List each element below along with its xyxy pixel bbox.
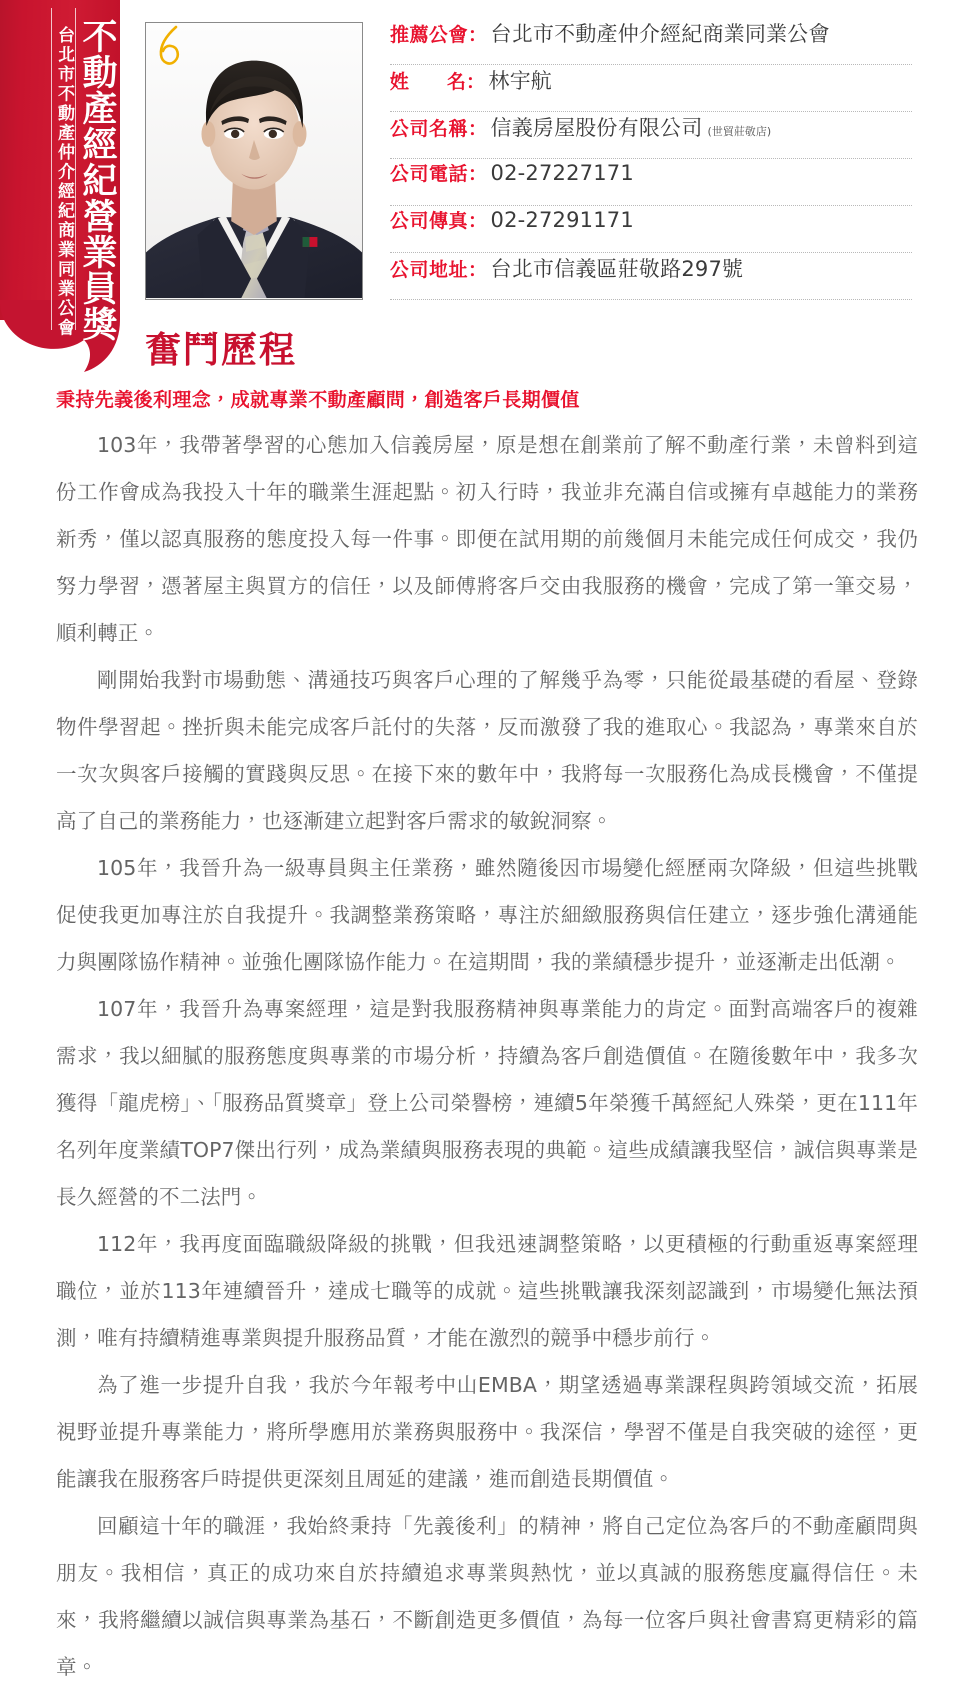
ribbon-association-name: 台北市不動產仲介經紀商業同業公會: [51, 8, 76, 330]
story-paragraph: 103年，我帶著學習的心態加入信義房屋，原是想在創業前了解不動產行業，未曾料到這份工作會成為我投入十年的職業生涯起點。初入行時，我並非充滿自信或擁有卓越能力的業務新秀，僅以認真服務的態度投入每一件事。即便在試用期的前幾個月未能完成任何成交，我仍努力學習，憑著屋主與買方的信任，以及師傅將客戶交由我服務的機會，完成了第一筆交易，順利轉正。: [56, 432, 918, 645]
table-row: [390, 18, 912, 65]
table-row: [390, 159, 912, 206]
table-row: [390, 112, 912, 159]
info-note-branch: (世貿莊敬店): [707, 125, 772, 138]
info-colon: ：: [468, 24, 488, 46]
info-value-name: 林宇航: [488, 69, 553, 93]
info-value-fax: 02-27291171: [490, 208, 634, 232]
page-title: 奮鬥歷程: [145, 330, 298, 371]
info-value-company: 信義房屋股份有限公司: [490, 116, 703, 140]
story-paragraph: 回顧這十年的職涯，我始終秉持「先義後利」的精神，將自己定位為客戶的不動產顧問與朋友。我相信，真正的成功來自於持續追求專業與熱忱，並以真誠的服務態度贏得信任。未來，我將繼續以誠信與專業為基石，不斷創造更多價值，為每一位客戶與社會書寫更精彩的篇章。: [56, 1513, 918, 1679]
info-label-address: 公司地址: [390, 259, 469, 281]
story-paragraph: 剛開始我對市場動態、溝通技巧與客戶心理的了解幾乎為零，只能從最基礎的看屋、登錄物件學習起。挫折與未能完成客戶託付的失落，反而激發了我的進取心。我認為，專業來自於一次次與客戶接觸的實踐與反思。在接下來的數年中，我將每一次服務化為成長機會，不僅提高了自己的業務能力，也逐漸建立起對客戶需求的敏銳洞察。: [56, 667, 918, 833]
ribbon-text-group: [0, 0, 120, 340]
member-info-table: [390, 18, 912, 300]
portrait-photo: [145, 22, 363, 300]
info-colon: ：: [468, 163, 488, 185]
table-row: [390, 253, 912, 300]
info-colon: ：: [468, 259, 488, 281]
info-colon: ：: [466, 71, 486, 93]
award-ribbon-banner: [0, 0, 120, 372]
table-row: [390, 65, 912, 112]
ribbon-award-title: 不動產經紀營業員獎: [77, 18, 117, 342]
table-row: [390, 206, 912, 253]
info-colon: ：: [468, 118, 488, 140]
info-label-company: 公司名稱: [390, 118, 469, 140]
info-label-phone: 公司電話: [390, 163, 469, 185]
info-value-phone: 02-27227171: [490, 161, 634, 185]
info-value-address: 台北市信義區莊敬路297號: [490, 257, 744, 281]
info-value-association: 台北市不動產仲介經紀商業同業公會: [490, 22, 830, 46]
story-body: [56, 388, 918, 1691]
story-paragraph: 105年，我晉升為一級專員與主任業務，雖然隨後因市場變化經歷兩次降級，但這些挑戰促使我更加專注於自我提升。我調整業務策略，專注於細緻服務與信任建立，逐步強化溝通能力與團隊協作精神。並強化團隊協作能力。在這期間，我的業績穩步提升，並逐漸走出低潮。: [56, 855, 918, 974]
story-tagline: 秉持先義後利理念，成就專業不動產顧問，創造客戶長期價值: [56, 389, 580, 411]
story-paragraph: 107年，我晉升為專案經理，這是對我服務精神與專業能力的肯定。面對高端客戶的複雜需求，我以細膩的服務態度與專業的市場分析，持續為客戶創造價值。在隨後數年中，我多次獲得「龍虎榜」、「服務品質獎章」登上公司榮譽榜，連續5年榮獲千萬經紀人殊榮，更在111年名列年度業績TOP7傑出行列，成為業績與服務表現的典範。這些成績讓我堅信，誠信與專業是長久經營的不二法門。: [56, 996, 918, 1209]
info-colon: ：: [468, 210, 488, 232]
flag-pin-icon: [303, 237, 318, 247]
info-label-fax: 公司傳真: [390, 210, 469, 232]
info-label-association: 推薦公會: [390, 24, 469, 46]
info-label-name: 姓 名: [390, 71, 467, 93]
story-paragraph: 112年，我再度面臨職級降級的挑戰，但我迅速調整策略，以更積極的行動重返專案經理職位，並於113年連續晉升，達成七職等的成就。這些挑戰讓我深刻認識到，市場變化無法預測，唯有持續精進專業與提升服務品質，才能在激烈的競爭中穩步前行。: [56, 1231, 918, 1350]
portrait-image: [146, 23, 362, 298]
story-paragraph: 為了進一步提升自我，我於今年報考中山EMBA，期望透過專業課程與跨領域交流，拓展視野並提升專業能力，將所學應用於業務與服務中。我深信，學習不僅是自我突破的途徑，更能讓我在服務客戶時提供更深刻且周延的建議，進而創造長期價值。: [56, 1372, 918, 1491]
